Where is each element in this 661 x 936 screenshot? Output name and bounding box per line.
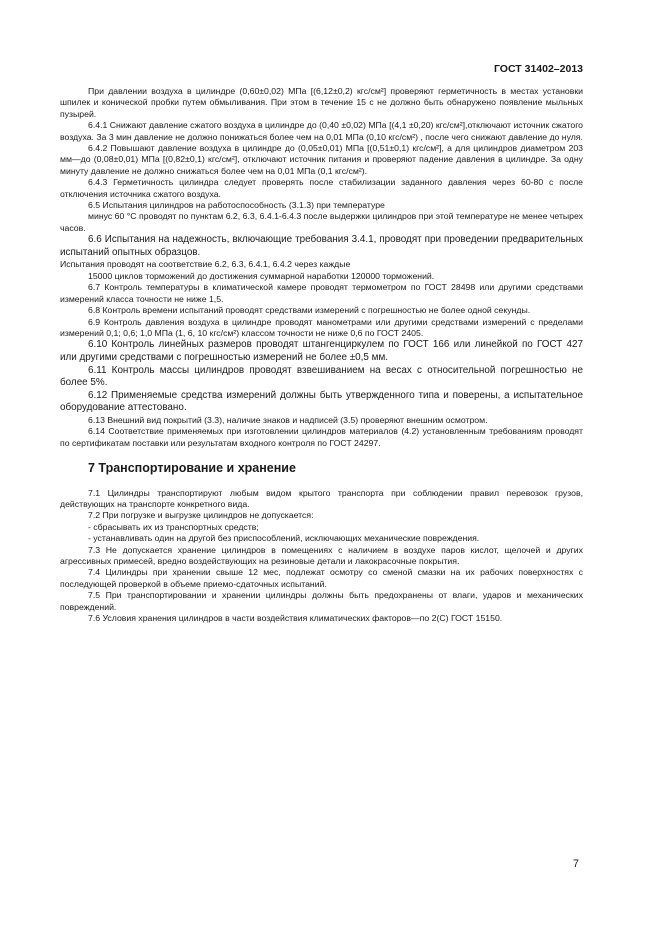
paragraph-6-4-2: 6.4.2 Повышают давление воздуха в цилиндре до (0,05±0,01) МПа [(0,51±0,1) кгс/см²], а для цилиндров диаметром 203 мм—до (0,08±0,01) МПа [(0,82±0,1) кгс/см²], отключают источник питания и проверяют падение давления в цилиндре. За одну минуту давление не должно снижаться более чем на 0,01 МПа (0,1 кгс/см²). (60, 143, 583, 176)
paragraph-6-12: 6.12 Применяемые средства измерений должны быть утвержденного типа и поверены, а испытательное оборудование аттестовано. (60, 389, 583, 414)
paragraph-7-6: 7.6 Условия хранения цилиндров в части воздействия климатических факторов—по 2(С) ГОСТ 15150. (88, 612, 503, 623)
paragraph-6-10: 6.10 Контроль линейных размеров проводят штангенциркулем по ГОСТ 166 или линейкой по ГОСТ 427 или другими средствами с погрешностью измерений не более ±0,5 мм. (60, 339, 583, 363)
paragraph-6-9: 6.9 Контроль давления воздуха в цилиндре проводят манометрами или другими средствами измерений с пределами измерений 0,1; 0,6; 1,0 МПа (1, 6, 10 кгс/см²) классом точности не ниже 0,6 по ГОСТ 2405. (60, 316, 583, 338)
paragraph-7-4: 7.4 Цилиндры при хранении свыше 12 мес, подлежат осмотру со сменой смазки на их рабочих поверхностях с последующей проверкой в объеме приемо-сдаточных испытаний. (60, 567, 583, 589)
paragraph-6-6: 6.6 Испытания на надежность, включающие требования 3.4.1, проводят при проведении предварительных испытаний опытных образцов. (60, 234, 583, 258)
page-number: 7 (572, 858, 579, 870)
paragraph-6-5: 6.5 Испытания цилиндров на работоспособность (3.1.3) при температуре (88, 200, 385, 211)
standard-header: ГОСТ 31402–2013 (493, 63, 583, 75)
paragraph-6-11: 6.11 Контроль массы цилиндров проводят взвешиванием на весах с относительной погрешностью не более 5%. (60, 364, 583, 389)
paragraph-6-7: 6.7 Контроль температуры в климатической камере проводят термометром по ГОСТ 28498 или другими средствами измерений класса точности не ниже 1,5. (60, 282, 583, 304)
paragraph-6-4: При давлении воздуха в цилиндре (0,60±0,02) МПа [(6,12±0,2) кгс/см²] проверяют герметичность в местах установки шпилек и конической пробки путем обмыливания. При этом в течение 15 с не должно быть обнаружено появление мыльных пузырей. (60, 86, 583, 119)
paragraph-6-6-b: Испытания проводят на соответствие 6.2, 6.3, 6.4.1, 6.4.2 через каждые (60, 259, 351, 270)
paragraph-6-14: 6.14 Соответствие применяемых при изготовлении цилиндров материалов (4.2) установленным требованиям проводят по сертификатам поставки или результатам входного контроля по ГОСТ 24297. (60, 426, 583, 448)
section-title: 7 Транспортирование и хранение (88, 461, 296, 476)
paragraph-7-5: 7.5 При транспортировании и хранении цилиндры должны быть предохранены от влаги, ударов и механических повреждений. (60, 590, 583, 612)
document-body (60, 86, 583, 624)
paragraph-6-13: 6.13 Внешний вид покрытий (3.3), наличие знаков и надписей (3.5) проверяют внешним осмотром. (88, 414, 488, 425)
paragraph-6-5-cont: минус 60 °С проводят по пунктам 6.2, 6.3, 6.4.1-6.4.3 после выдержки цилиндров при этой температуре не менее четырех часов. (60, 211, 583, 233)
paragraph-7-3: 7.3 Не допускается хранение цилиндров в помещениях с наличием в воздухе паров кислот, щелочей и других агрессивных примесей, вредно воздействующих на резиновые детали и лакокрасочные покрытия. (60, 544, 583, 566)
paragraph-6-6-c: 15000 циклов торможений до достижения суммарной наработки 120000 торможений. (88, 270, 435, 281)
paragraph-7-2: 7.2 При погрузке и выгрузке цилиндров не допускается: (88, 510, 314, 521)
paragraph-6-4-1: 6.4.1 Снижают давление сжатого воздуха в цилиндре до (0,40 ±0,02) МПа [(4,1 ±0,20) кгс/см²],отключают источник сжатого воздуха. За 3 мин давление не должно понижаться более чем на 0,01 МПа (0,10 кгс/см²) , после чего снижают давление до нуля. (60, 120, 583, 142)
paragraph-6-8: 6.8 Контроль времени испытаний проводят средствами измерений с погрешностью не более одной секунды. (88, 305, 531, 316)
paragraph-7-1: 7.1 Цилиндры транспортируют любым видом крытого транспорта при соблюдении правил перевозок грузов, действующих на транспорте конкретного вида. (60, 487, 583, 509)
paragraph-7-2-b: - устанавливать один на другой без приспособлений, исключающих механические повреждения. (88, 533, 480, 544)
paragraph-7-2-a: - сбрасывать их из транспортных средств; (88, 521, 259, 532)
paragraph-6-4-3: 6.4.3 Герметичность цилиндра следует проверять после стабилизации заданного давления через 60-80 с после отключения источника сжатого воздуха. (60, 177, 583, 199)
